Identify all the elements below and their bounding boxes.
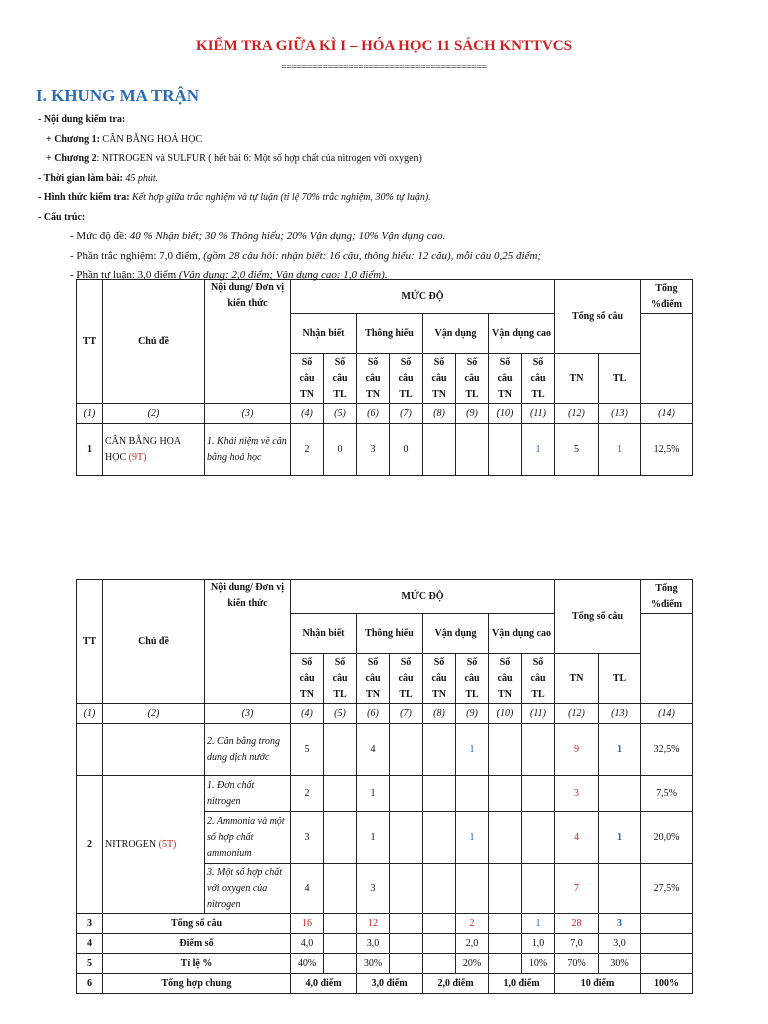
index-cell: (7) bbox=[390, 404, 423, 424]
header-num-tn: Số câu TN bbox=[423, 654, 456, 704]
overall-apply: 2,0 điểm bbox=[423, 974, 489, 994]
index-cell: (8) bbox=[423, 704, 456, 724]
cell-c8 bbox=[423, 724, 456, 776]
info-chapter1-line bbox=[38, 130, 541, 150]
overall-understand: 3,0 điểm bbox=[357, 974, 423, 994]
overall-apply-high: 1,0 điểm bbox=[489, 974, 555, 994]
index-cell: (5) bbox=[324, 404, 357, 424]
unit-cell: 2. Ammonia và một số hợp chất ammonium bbox=[205, 812, 291, 864]
chapter1-text: CÂN BẰNG HOÁ HỌC bbox=[99, 133, 203, 145]
cell-c4: 2 bbox=[291, 424, 324, 476]
cell-c14: 27,5% bbox=[641, 864, 693, 914]
overall-recognize: 4,0 điểm bbox=[291, 974, 357, 994]
cell-c7 bbox=[390, 934, 423, 954]
cell-c12: 70% bbox=[555, 954, 599, 974]
row-tt: 5 bbox=[77, 954, 103, 974]
summary-row-total bbox=[77, 914, 693, 934]
header-understand: Thông hiểu bbox=[357, 614, 423, 654]
topic-cell bbox=[103, 424, 205, 476]
index-cell: (3) bbox=[205, 704, 291, 724]
topic-periods: (5T) bbox=[158, 838, 177, 850]
cell-c13: 1 bbox=[599, 724, 641, 776]
cell-c8 bbox=[423, 812, 456, 864]
index-cell: (6) bbox=[357, 704, 390, 724]
cell-c8 bbox=[423, 914, 456, 934]
header-tn: TN bbox=[555, 354, 599, 404]
cell-c13: 1 bbox=[599, 424, 641, 476]
cell-c12: 9 bbox=[555, 724, 599, 776]
cell-c10 bbox=[489, 954, 522, 974]
cell-c13: 1 bbox=[599, 812, 641, 864]
chapter2-label: + Chương 2 bbox=[46, 153, 97, 164]
topic-periods: (9T) bbox=[128, 451, 147, 463]
info-content-line bbox=[38, 110, 541, 130]
header-num-tl: Số câu TL bbox=[456, 354, 489, 404]
header-tn: TN bbox=[555, 654, 599, 704]
cell-c11 bbox=[522, 724, 555, 776]
cell-c6: 1 bbox=[357, 776, 390, 812]
header-topic: Chủ đề bbox=[103, 580, 205, 704]
header-total-questions: Tổng số câu bbox=[555, 580, 641, 654]
header-recognize: Nhận biết bbox=[291, 614, 357, 654]
cell-c13: 3 bbox=[599, 914, 641, 934]
index-cell: (4) bbox=[291, 704, 324, 724]
header-num-tl: Số câu TL bbox=[390, 354, 423, 404]
cell-c12: 7,0 bbox=[555, 934, 599, 954]
cell-c7 bbox=[390, 954, 423, 974]
cell-c9: 1 bbox=[456, 812, 489, 864]
cell-c9: 2,0 bbox=[456, 934, 489, 954]
cell-c13 bbox=[599, 864, 641, 914]
chapter2-text: : NITROGEN và SULFUR ( hết bài 6: Một số hợp chất của nitrogen với oxygen) bbox=[96, 153, 422, 164]
index-cell: (6) bbox=[357, 404, 390, 424]
header-num-tl: Số câu TL bbox=[522, 654, 555, 704]
time-label: - Thời gian làm bài: bbox=[38, 172, 123, 184]
summary-label: Điểm số bbox=[103, 934, 291, 954]
cell-c14: 32,5% bbox=[641, 724, 693, 776]
structure-label: - Cấu trúc: bbox=[38, 211, 86, 223]
page-title: KIỂM TRA GIỮA KÌ I – HÓA HỌC 11 SÁCH KNTTVCS bbox=[196, 38, 572, 54]
mc-prefix: - Phần trắc nghiệm: 7,0 điểm, bbox=[70, 249, 204, 262]
header-apply: Vận dụng bbox=[423, 614, 489, 654]
header-topic: Chủ đề bbox=[103, 280, 205, 404]
cell-c10 bbox=[489, 812, 522, 864]
cell-c4: 4 bbox=[291, 864, 324, 914]
header-num-tl: Số câu TL bbox=[390, 654, 423, 704]
unit-cell: 3. Một số hợp chất với oxygen của nitrogen bbox=[205, 864, 291, 914]
index-cell: (1) bbox=[77, 404, 103, 424]
info-structure-line bbox=[38, 208, 541, 228]
header-apply-high: Vận dụng cao bbox=[489, 614, 555, 654]
overall-percent: 100% bbox=[641, 974, 693, 994]
cell-c11: 10% bbox=[522, 954, 555, 974]
info-chapter2-line bbox=[38, 149, 541, 169]
index-cell: (9) bbox=[456, 404, 489, 424]
row-tt: 4 bbox=[77, 934, 103, 954]
cell-c14: 20,0% bbox=[641, 812, 693, 864]
header-tl: TL bbox=[599, 654, 641, 704]
cell-c7 bbox=[390, 724, 423, 776]
table-row bbox=[77, 776, 693, 812]
row-tt: 3 bbox=[77, 914, 103, 934]
unit-cell: 1. Đơn chất nitrogen bbox=[205, 776, 291, 812]
index-cell: (11) bbox=[522, 704, 555, 724]
index-cell: (2) bbox=[103, 704, 205, 724]
cell-c7: 0 bbox=[390, 424, 423, 476]
cell-c6: 30% bbox=[357, 954, 390, 974]
cell-c13: 3,0 bbox=[599, 934, 641, 954]
summary-row-score bbox=[77, 934, 693, 954]
cell-c4: 4,0 bbox=[291, 934, 324, 954]
index-cell: (13) bbox=[599, 404, 641, 424]
header-num-tn: Số câu TN bbox=[423, 354, 456, 404]
header-num-tl: Số câu TL bbox=[324, 354, 357, 404]
cell-c4: 3 bbox=[291, 812, 324, 864]
summary-label: Tổng hợp chung bbox=[103, 974, 291, 994]
cell-c6: 12 bbox=[357, 914, 390, 934]
summary-row-ratio bbox=[77, 954, 693, 974]
header-tl: TL bbox=[599, 354, 641, 404]
cell-c9 bbox=[456, 864, 489, 914]
cell-c10 bbox=[489, 934, 522, 954]
cell-c9: 2 bbox=[456, 914, 489, 934]
header-apply: Vận dụng bbox=[423, 314, 489, 354]
cell-c6: 1 bbox=[357, 812, 390, 864]
header-apply-high: Vận dụng cao bbox=[489, 314, 555, 354]
header-num-tn: Số câu TN bbox=[489, 654, 522, 704]
essay-prefix: - Phần tự luận: 3,0 điểm bbox=[70, 269, 179, 281]
overall-total: 10 điểm bbox=[555, 974, 641, 994]
cell-c8 bbox=[423, 934, 456, 954]
cell-c9 bbox=[456, 424, 489, 476]
header-num-tl: Số câu TL bbox=[522, 354, 555, 404]
cell-c10 bbox=[489, 776, 522, 812]
essay-value: (Vận dụng: 2,0 điểm; Vận dụng cao: 1,0 điểm). bbox=[178, 269, 388, 281]
cell-c5: 0 bbox=[324, 424, 357, 476]
cell-c14: 12,5% bbox=[641, 424, 693, 476]
content-label: - Nội dung kiểm tra: bbox=[38, 114, 126, 125]
index-cell: (10) bbox=[489, 704, 522, 724]
index-cell: (5) bbox=[324, 704, 357, 724]
level-value: 40 % Nhận biết; 30 % Thông hiểu; 20% Vận dụng; 10% Vận dụng cao. bbox=[129, 230, 446, 242]
topic-cell bbox=[103, 724, 205, 776]
section-heading: I. KHUNG MA TRẬN bbox=[36, 86, 200, 105]
row-tt: 1 bbox=[77, 424, 103, 476]
cell-c8 bbox=[423, 424, 456, 476]
cell-c13 bbox=[599, 776, 641, 812]
table-row bbox=[77, 724, 693, 776]
cell-c5 bbox=[324, 954, 357, 974]
time-value: 45 phút. bbox=[122, 172, 159, 184]
cell-c13: 30% bbox=[599, 954, 641, 974]
cell-c8 bbox=[423, 864, 456, 914]
cell-c11: 1,0 bbox=[522, 934, 555, 954]
header-total-questions: Tổng số câu bbox=[555, 280, 641, 354]
title-underline: ======================================== bbox=[281, 62, 487, 73]
matrix-table-1 bbox=[76, 279, 693, 476]
cell-c7 bbox=[390, 864, 423, 914]
exam-info bbox=[38, 110, 541, 286]
index-cell: (12) bbox=[555, 704, 599, 724]
row-tt: 6 bbox=[77, 974, 103, 994]
cell-c11 bbox=[522, 864, 555, 914]
index-cell: (12) bbox=[555, 404, 599, 424]
info-level-line bbox=[38, 227, 541, 247]
header-num-tl: Số câu TL bbox=[456, 654, 489, 704]
cell-c10 bbox=[489, 914, 522, 934]
row-tt bbox=[77, 724, 103, 776]
info-time-line bbox=[38, 169, 541, 189]
header-total-percent: Tổng %điểm bbox=[641, 280, 693, 314]
index-cell: (1) bbox=[77, 704, 103, 724]
cell-c9: 1 bbox=[456, 724, 489, 776]
header-num-tn: Số câu TN bbox=[357, 354, 390, 404]
cell-c4: 40% bbox=[291, 954, 324, 974]
header-percent-blank bbox=[641, 614, 693, 704]
cell-c12: 5 bbox=[555, 424, 599, 476]
header-num-tn: Số câu TN bbox=[489, 354, 522, 404]
index-cell: (2) bbox=[103, 404, 205, 424]
table-row bbox=[77, 424, 693, 476]
header-tt: TT bbox=[77, 580, 103, 704]
format-value: Kết hợp giữa trắc nghiệm và tự luận (tỉ lệ 70% trắc nghiệm, 30% tự luận). bbox=[129, 192, 431, 203]
cell-c7 bbox=[390, 812, 423, 864]
row-tt: 2 bbox=[77, 776, 103, 914]
mc-value: (gồm 28 câu hỏi: nhận biết: 16 câu, thông hiểu: 12 câu), mỗi câu 0,25 điểm; bbox=[203, 249, 542, 262]
info-mc-line bbox=[38, 247, 541, 267]
cell-c10 bbox=[489, 724, 522, 776]
cell-c4: 16 bbox=[291, 914, 324, 934]
cell-c4: 2 bbox=[291, 776, 324, 812]
cell-c8 bbox=[423, 776, 456, 812]
index-cell: (11) bbox=[522, 404, 555, 424]
summary-row-overall bbox=[77, 974, 693, 994]
index-cell: (14) bbox=[641, 704, 693, 724]
cell-c12: 4 bbox=[555, 812, 599, 864]
cell-c5 bbox=[324, 724, 357, 776]
summary-label: Tổng số câu bbox=[103, 914, 291, 934]
unit-cell: 2. Cân bằng trong dung dịch nước bbox=[205, 724, 291, 776]
cell-c14 bbox=[641, 914, 693, 934]
cell-c11: 1 bbox=[522, 424, 555, 476]
cell-c4: 5 bbox=[291, 724, 324, 776]
header-total-percent: Tổng %điểm bbox=[641, 580, 693, 614]
info-format-line bbox=[38, 188, 541, 208]
cell-c14: 7,5% bbox=[641, 776, 693, 812]
index-cell: (7) bbox=[390, 704, 423, 724]
cell-c11 bbox=[522, 812, 555, 864]
cell-c7 bbox=[390, 776, 423, 812]
index-cell: (13) bbox=[599, 704, 641, 724]
cell-c6: 4 bbox=[357, 724, 390, 776]
header-num-tn: Số câu TN bbox=[357, 654, 390, 704]
header-content-unit: Nội dung/ Đơn vị kiến thức bbox=[205, 580, 291, 704]
chapter1-label: + Chương 1: bbox=[46, 133, 100, 145]
cell-c14 bbox=[641, 934, 693, 954]
cell-c12: 28 bbox=[555, 914, 599, 934]
matrix-table-2 bbox=[76, 579, 693, 994]
topic-name: NITROGEN bbox=[105, 838, 157, 850]
header-percent-blank bbox=[641, 314, 693, 404]
format-label: - Hình thức kiểm tra: bbox=[38, 192, 130, 203]
cell-c7 bbox=[390, 914, 423, 934]
cell-c9: 20% bbox=[456, 954, 489, 974]
cell-c11: 1 bbox=[522, 914, 555, 934]
cell-c9 bbox=[456, 776, 489, 812]
header-understand: Thông hiểu bbox=[357, 314, 423, 354]
cell-c5 bbox=[324, 812, 357, 864]
header-level: MỨC ĐỘ bbox=[291, 280, 555, 314]
index-cell: (4) bbox=[291, 404, 324, 424]
cell-c5 bbox=[324, 864, 357, 914]
cell-c10 bbox=[489, 424, 522, 476]
header-level: MỨC ĐỘ bbox=[291, 580, 555, 614]
header-num-tn: Số câu TN bbox=[291, 354, 324, 404]
header-num-tl: Số câu TL bbox=[324, 654, 357, 704]
cell-c6: 3 bbox=[357, 864, 390, 914]
cell-c5 bbox=[324, 914, 357, 934]
topic-name: CÂN BẰNG HOA HỌC bbox=[105, 435, 181, 463]
level-prefix: - Mức độ đề: bbox=[70, 230, 130, 242]
index-cell: (8) bbox=[423, 404, 456, 424]
cell-c12: 7 bbox=[555, 864, 599, 914]
header-recognize: Nhận biết bbox=[291, 314, 357, 354]
cell-c14 bbox=[641, 954, 693, 974]
header-tt: TT bbox=[77, 280, 103, 404]
cell-c6: 3 bbox=[357, 424, 390, 476]
cell-c6: 3,0 bbox=[357, 934, 390, 954]
unit-cell: 1. Khái niệm về cân bằng hoá học bbox=[205, 424, 291, 476]
cell-c10 bbox=[489, 864, 522, 914]
index-cell: (3) bbox=[205, 404, 291, 424]
cell-c5 bbox=[324, 934, 357, 954]
topic-cell bbox=[103, 776, 205, 914]
index-cell: (14) bbox=[641, 404, 693, 424]
index-cell: (10) bbox=[489, 404, 522, 424]
header-num-tn: Số câu TN bbox=[291, 654, 324, 704]
cell-c12: 3 bbox=[555, 776, 599, 812]
summary-label: Tỉ lệ % bbox=[103, 954, 291, 974]
cell-c5 bbox=[324, 776, 357, 812]
index-cell: (9) bbox=[456, 704, 489, 724]
cell-c11 bbox=[522, 776, 555, 812]
cell-c8 bbox=[423, 954, 456, 974]
header-content-unit: Nội dung/ Đơn vị kiến thức bbox=[205, 280, 291, 404]
